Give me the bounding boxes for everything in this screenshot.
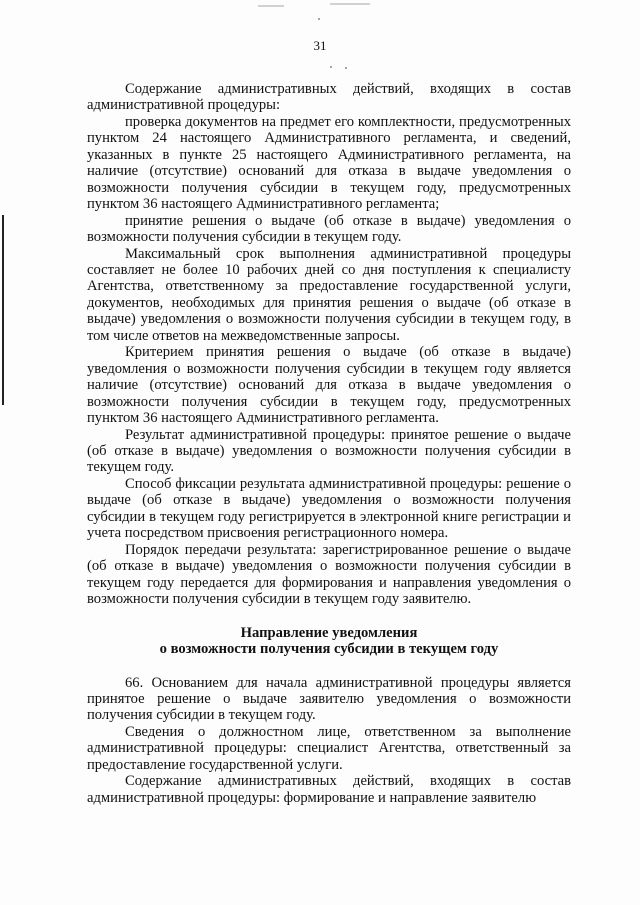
- scan-artifact: [330, 3, 370, 5]
- section-heading-line: Направление уведомления: [240, 624, 418, 641]
- paragraph: Содержание административных действий, входящих в состав административной процедуры: формирование и направление заявителю: [87, 773, 571, 806]
- paragraph: проверка документов на предмет его комплектности, предусмотренных пунктом 24 настоящего Административного регламента, и сведений, указанных в пункте 25 настоящего Административного регламента, на наличие (отсутствие) оснований для отказа в выдаче уведомления о возможности получения субсидии в текущем году, предусмотренных пунктом 36 настоящего Административного регламента;: [87, 113, 571, 213]
- scan-edge-mark: [2, 215, 4, 405]
- page-number: 31: [313, 38, 327, 53]
- section-heading-line: о возможности получения субсидии в текущем году: [159, 641, 499, 657]
- document-body: [87, 81, 571, 806]
- scan-artifact: [345, 67, 347, 69]
- scan-artifact: [318, 18, 320, 20]
- paragraph: Результат административной процедуры: принятое решение о выдаче (об отказе в выдаче) уведомления о возможности получения субсидии в текущем году.: [87, 426, 571, 476]
- section-heading: [87, 625, 571, 658]
- paragraph: Порядок передачи результата: зарегистрированное решение о выдаче (об отказе в выдаче) уведомления о возможности получения субсидии в текущем году передается для формирования и направления уведомления о возможности получения субсидии в текущем году заявителю.: [87, 541, 571, 608]
- paragraph: Способ фиксации результата административной процедуры: решение о выдаче (об отказе в выдаче) уведомления о возможности получения субсидии в текущем году регистрируется в электронной книге регистрации и учета посредством присвоения регистрационного номера.: [87, 475, 571, 542]
- paragraph: Критерием принятия решения о выдаче (об отказе в выдаче) уведомления о возможности получения субсидии в текущем году является наличие (отсутствие) оснований для отказа в выдаче уведомления о возможности получения субсидии в текущем году, предусмотренных пунктом 36 настоящего Административного регламента.: [87, 344, 571, 427]
- paragraph: 66. Основанием для начала административной процедуры является принятое решение о выдаче заявителю уведомления о возможности получения субсидии в текущем году.: [87, 674, 571, 724]
- scan-artifact: [258, 5, 284, 7]
- scan-artifact: [330, 66, 332, 68]
- paragraph: Содержание административных действий, входящих в состав административной процедуры:: [87, 81, 571, 114]
- paragraph: принятие решения о выдаче (об отказе в выдаче) уведомления о возможности получения субсидии в текущем году.: [87, 212, 571, 246]
- paragraph: Сведения о должностном лице, ответственном за выполнение административной процедуры: специалист Агентства, ответственный за предоставление государственной услуги.: [87, 723, 571, 773]
- paragraph: Максимальный срок выполнения административной процедуры составляет не более 10 рабочих дней со дня поступления к специалисту Агентства, ответственному за предоставление государственной услуги, документов, необходимых для принятия решения о выдаче (об отказе в выдаче) уведомления о возможности получения субсидии в текущем году, в том числе ответов на межведомственные запросы.: [87, 245, 571, 344]
